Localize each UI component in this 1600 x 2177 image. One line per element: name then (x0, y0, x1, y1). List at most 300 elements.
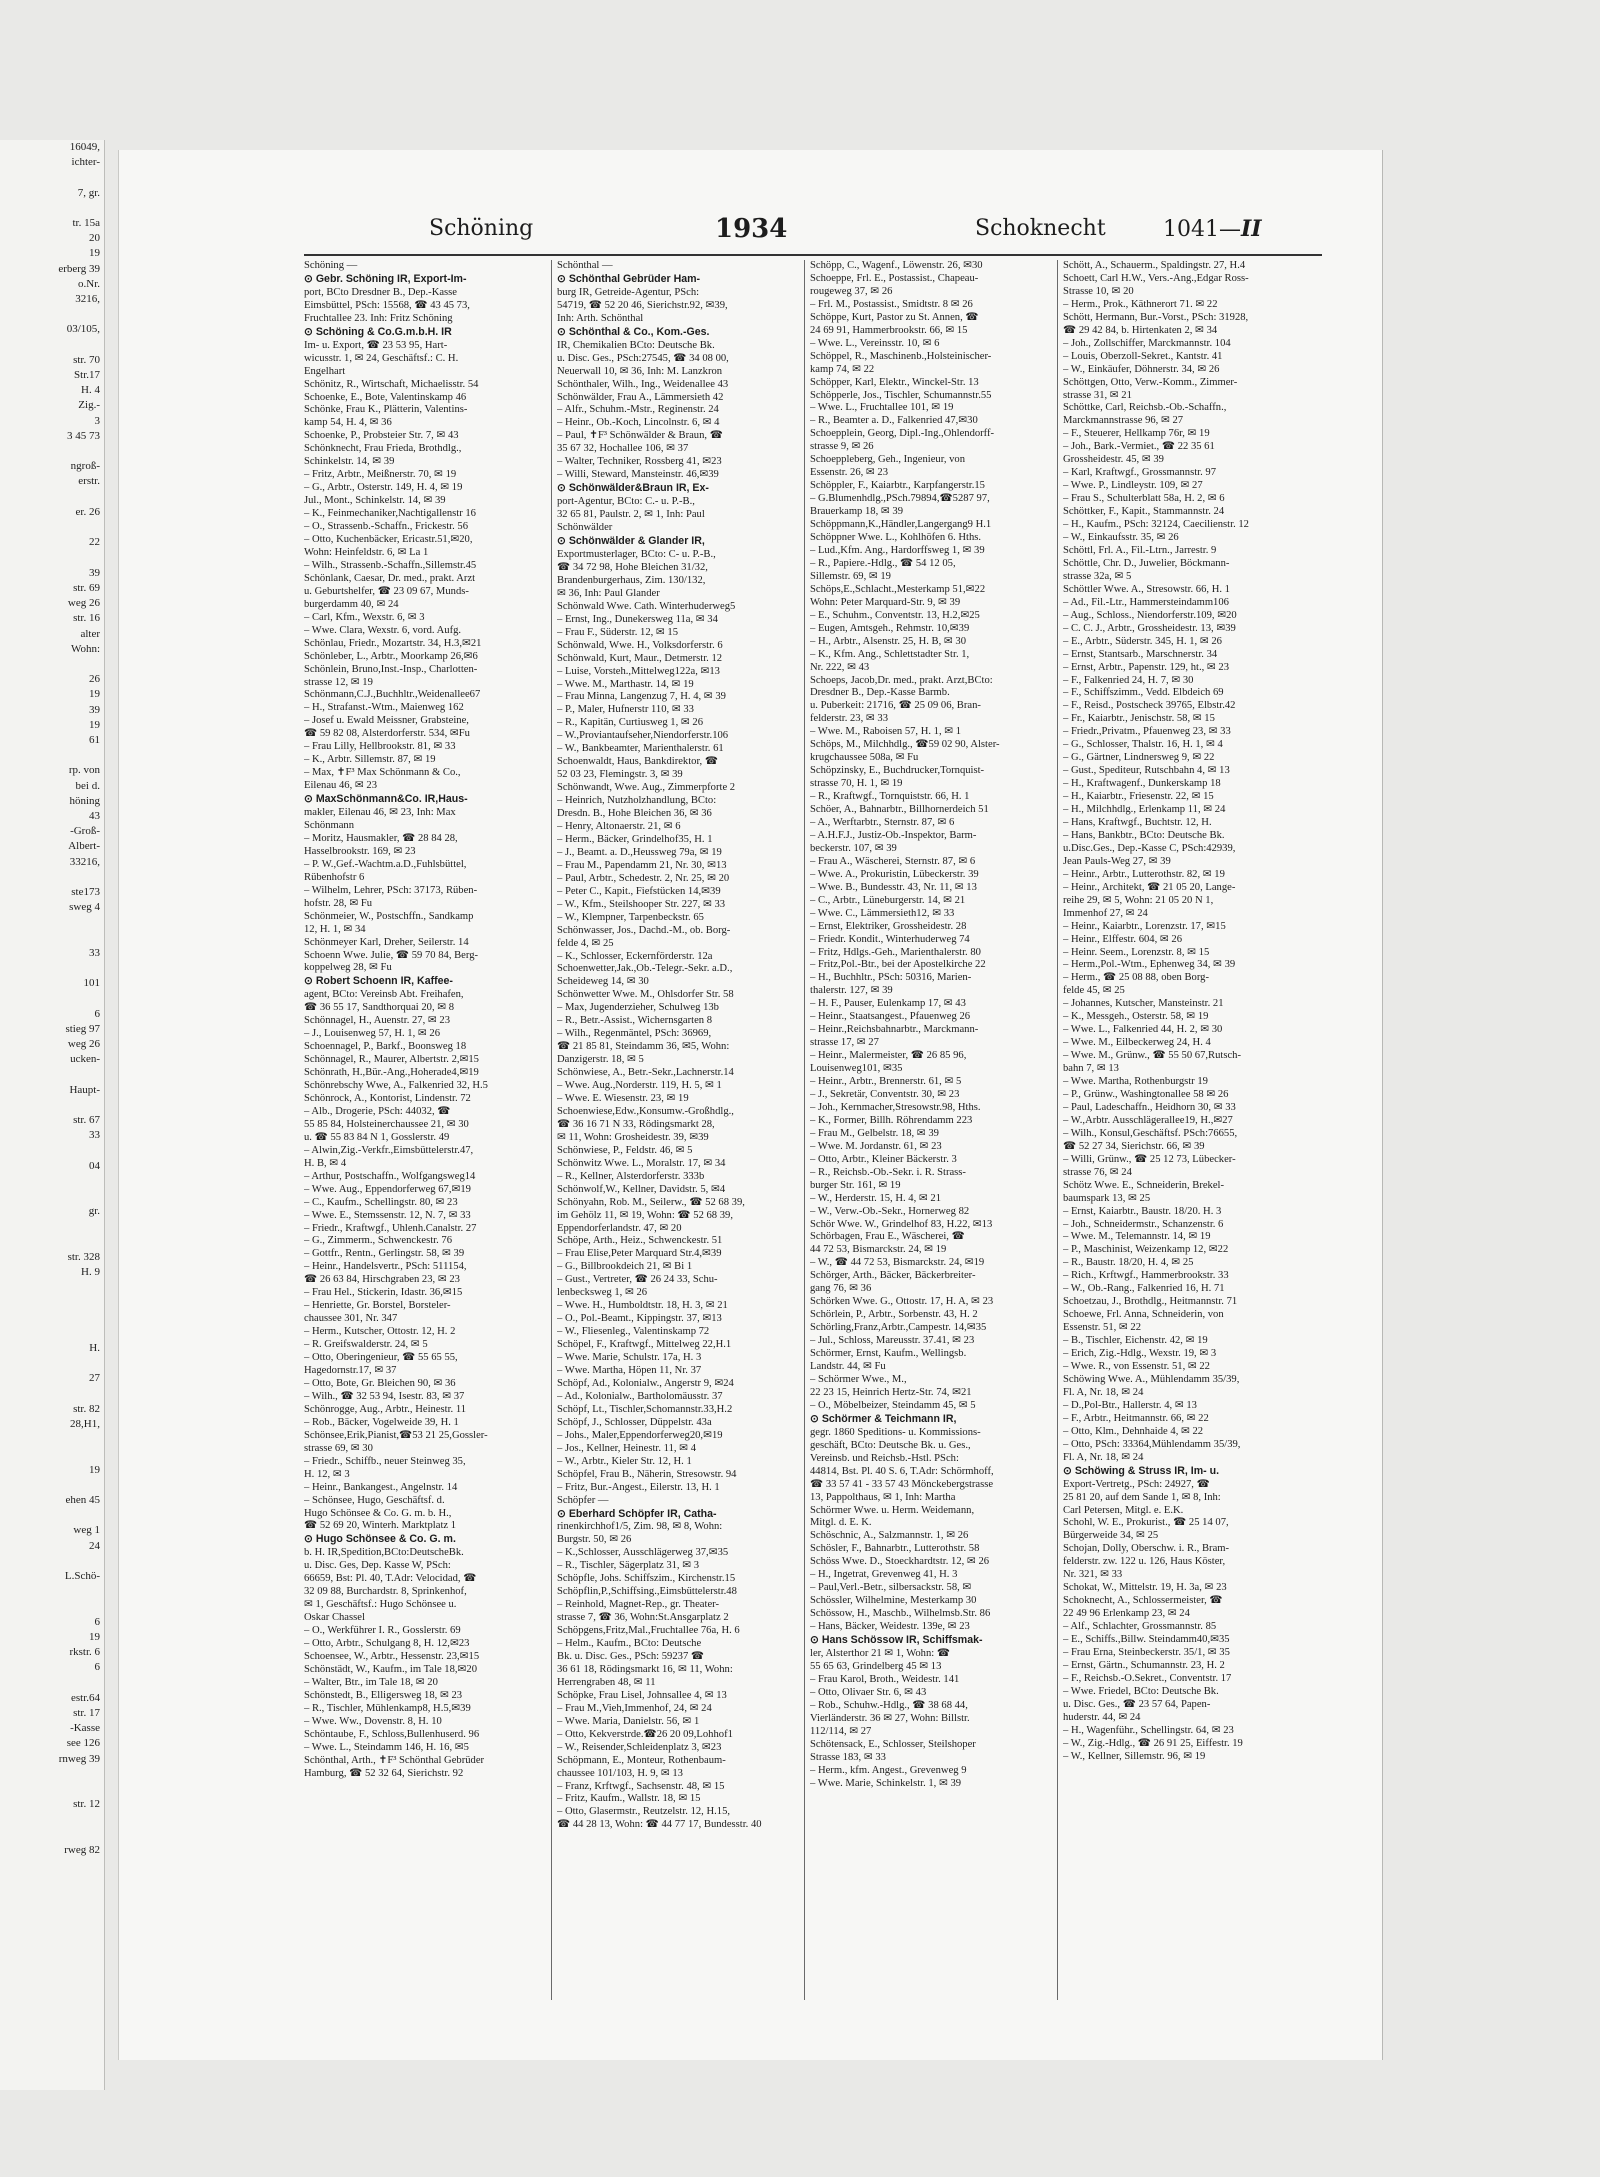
adjacent-page-fragment: 19 (89, 1463, 100, 1476)
directory-entry: – Fritz, Kaufm., Wallstr. 18, ✉ 15 (557, 1793, 701, 1805)
directory-entry: – O., Strassenb.-Schaffn., Frickestr. 56 (304, 521, 468, 533)
directory-entry: Herrengraben 48, ✉ 11 (557, 1676, 656, 1688)
adjacent-page-fragment: Str.17 (74, 369, 100, 382)
column-divider (551, 260, 552, 2000)
directory-entry: Schöpfer — (557, 1494, 609, 1506)
directory-entry: – R., Baustr. 18/20, H. 4, ✉ 25 (1063, 1257, 1194, 1269)
directory-entry: strasse 69, ✉ 30 (304, 1442, 373, 1454)
directory-entry: Mitgl. d. E. K. (810, 1517, 872, 1529)
directory-entry: – C. C. J., Arbtr., Grossheidestr. 13, ✉39 (1063, 622, 1236, 634)
directory-entry: – Joh., Bark.-Vermiet., ☎ 22 35 61 (1063, 441, 1215, 453)
adjacent-page-fragment: 24 (89, 1539, 100, 1552)
adjacent-page-fragment: tr. 15a (72, 217, 100, 230)
adjacent-page-fragment (0, 1143, 100, 1158)
directory-entry: – E., Schiffs.,Billw. Steindamm40,✉35 (1063, 1634, 1230, 1646)
directory-entry: port, BCto Dresdner B., Dep.-Kasse (304, 286, 457, 298)
directory-entry: Schöning — (304, 260, 358, 271)
adjacent-page-fragment: 27 (89, 1372, 100, 1385)
directory-entry: – F., Falkenried 24, H. 7, ✉ 30 (1063, 674, 1194, 686)
directory-entry: – R., Kraftwgf., Tornquiststr. 66, H. 1 (810, 791, 970, 803)
directory-entry: Hugo Schönsee & Co. G. m. b. H., (304, 1507, 452, 1519)
directory-entry: u. Disc. Ges, Dep. Kasse W, PSch: (304, 1560, 451, 1572)
column-divider (804, 260, 805, 2000)
directory-entry: Schöntaube, F., Schloss,Bullenhuserd. 96 (304, 1728, 480, 1740)
directory-entry: kamp 54, H. 4, ✉ 36 (304, 417, 392, 429)
directory-entry: Schöpgens,Fritz,Mal.,Fruchtallee 76a, H. 6 (557, 1625, 740, 1637)
directory-entry: – Eugen, Amtsgeh., Rehmstr. 10,✉39 (810, 622, 970, 634)
directory-entry: – Rich., Krftwgf., Hammerbrookstr. 33 (1063, 1270, 1229, 1282)
adjacent-page-fragment: erberg 39 (58, 262, 100, 275)
adjacent-page-fragment: 61 (89, 733, 100, 746)
directory-entry: Strasse 10, ✉ 20 (1063, 285, 1134, 297)
directory-entry: – R., Tischler, Sägerplatz 31, ✉ 3 (557, 1560, 700, 1572)
directory-entry: Schönrebschy Wwe, A., Falkenried 32, H.5 (304, 1080, 488, 1092)
directory-entry: – Otto, Kuchenbäcker, Ericastr.51,✉20, (304, 534, 473, 546)
directory-entry: Schöttler Wwe. A., Stresowstr. 66, H. 1 (1063, 583, 1230, 595)
directory-entry: – P., Grünw., Washingtonallee 58 ✉ 26 (1063, 1089, 1229, 1100)
directory-entry: – K., Schlosser, Eckernförderstr. 12a (557, 950, 713, 962)
directory-entry: 12, H. 1, ✉ 34 (304, 923, 366, 935)
directory-entry: – Wwe. Aug., Eppendorferweg 67,✉19 (304, 1183, 471, 1195)
directory-entry: – Franz, Krftwgf., Sachsenstr. 48, ✉ 15 (557, 1780, 725, 1792)
directory-entry: – Schönsee, Hugo, Geschäftsf. d. (304, 1494, 445, 1506)
directory-entry: Eppendorferlandstr. 47, ✉ 20 (557, 1222, 682, 1234)
directory-entry: makler, Eilenau 46, ✉ 23, Inh: Max (304, 807, 456, 819)
directory-entry: burgerdamm 40, ✉ 24 (304, 598, 399, 610)
directory-entry: – Reinhold, Magnet-Rep., gr. Theater- (557, 1599, 719, 1611)
directory-entry: – P., Maler, Hufnerstr 110, ✉ 33 (557, 704, 694, 716)
directory-entry: Schönwald Wwe. Cath. Winterhuderweg5 (557, 600, 736, 612)
directory-entry: Schör Wwe. W., Grindelhof 83, H.22, ✉13 (810, 1218, 993, 1230)
directory-entry: – Wwe. H., Humboldtstr. 18, H. 3, ✉ 21 (557, 1300, 728, 1312)
directory-entry: Burgstr. 50, ✉ 26 (557, 1534, 632, 1546)
directory-entry: Hagedornstr.17, ✉ 37 (304, 1365, 397, 1377)
directory-entry: Schörmer Wwe. u. Herm. Weidemann, (810, 1504, 975, 1516)
directory-entry: – W., Fliesenleg., Valentinskamp 72 (557, 1326, 710, 1338)
directory-entry: Carl Petersen, Mitgl. e. E.K. (1063, 1504, 1184, 1516)
directory-entry: Schöpf, Ad., Kolonialw., Angerstr 9, ✉24 (557, 1377, 734, 1389)
directory-entry: – Wwe. Ww., Dovenstr. 8, H. 10 (304, 1715, 442, 1727)
directory-entry: Schöppe, Kurt, Pastor zu St. Annen, ☎ (810, 311, 979, 323)
directory-entry: Louisenweg101, ✉35 (810, 1063, 903, 1075)
directory-entry: ⊙ MaxSchönmann&Co. IR,Haus- (304, 793, 468, 806)
directory-entry: Schönthal — (557, 260, 613, 271)
directory-entry: koppelweg 28, ✉ Fu (304, 962, 392, 974)
directory-entry: Schörger, Arth., Bäcker, Bäckerbreiter- (810, 1270, 976, 1282)
directory-entry: ✉ 1, Geschäftsf.: Hugo Schönsee u. (304, 1599, 457, 1611)
directory-entry: – Fritz, Hdlgs.-Geh., Marienthalerstr. 80 (810, 946, 981, 958)
directory-entry: – Friedr. Kondit., Winterhuderweg 74 (810, 933, 970, 945)
adjacent-page-fragment: rnweg 39 (58, 1752, 100, 1765)
column-divider (1057, 260, 1058, 2000)
directory-entry: Schönmann (304, 819, 355, 831)
directory-entry: – Frau S., Schulterblatt 58a, H. 2, ✉ 6 (1063, 493, 1225, 505)
directory-entry: – K., Messgeh., Osterstr. 58, ✉ 19 (1063, 1011, 1209, 1023)
adjacent-page-fragment: 20 (89, 232, 100, 245)
adjacent-page-fragment: sweg 4 (69, 901, 100, 914)
directory-entry: – Walter, Btr., im Tale 18, ✉ 20 (304, 1676, 438, 1688)
adjacent-page-fragment: estr.64 (70, 1691, 100, 1704)
directory-entry: – Wilh., Strassenb.-Schaffn.,Sillemstr.45 (304, 559, 477, 571)
directory-entry: 66659, Bst: Pl. 40, T.Adr: Velocidad, ☎ (304, 1573, 477, 1585)
directory-entry: Schoensee, W., Arbtr., Hessenstr. 23,✉15 (304, 1650, 480, 1662)
directory-entry: – Hans, Bäcker, Weidestr. 139e, ✉ 23 (810, 1621, 970, 1633)
adjacent-page-fragment: 33216, (69, 855, 100, 868)
adjacent-page-fragment (0, 1387, 100, 1402)
directory-entry: – Jul., Schloss, Mareusstr. 37.41, ✉ 23 (810, 1335, 975, 1347)
directory-entry: ⊙ Hans Schössow IR, Schiffsmak- (810, 1634, 983, 1647)
directory-entry: – Friedr., Kraftwgf., Uhlenh.Canalstr. 27 (304, 1222, 477, 1234)
directory-entry: – Alfr., Schuhm.-Mstr., Reginenstr. 24 (557, 404, 719, 416)
directory-entry: Schinkelstr. 14, ✉ 39 (304, 456, 395, 468)
directory-entry: – H., Milchhdlg., Erlenkamp 11, ✉ 24 (1063, 804, 1226, 816)
directory-entry: felde 45, ✉ 25 (1063, 985, 1125, 997)
adjacent-page-fragment (0, 1432, 100, 1447)
directory-entry: – W.,Proviantaufseher,Niendorferstr.106 (557, 730, 729, 742)
directory-entry: – Wwe. Friedel, BCto: Deutsche Bk. (1063, 1685, 1219, 1697)
directory-entry: – Karl, Kraftwgf., Grossmannstr. 97 (1063, 467, 1216, 479)
directory-entry: ☎ 52 27 34, Sierichstr. 66, ✉ 39 (1063, 1140, 1205, 1152)
directory-entry: – K., Arbtr. Sillemstr. 87, ✉ 19 (304, 754, 436, 766)
directory-entry: gegr. 1860 Speditions- u. Kommissions- (810, 1426, 981, 1438)
directory-entry: – Ad., Fil.-Ltr., Hammersteindamm106 (1063, 596, 1229, 608)
directory-entry: Schönsee,Erik,Pianist,☎53 21 25,Gossler- (304, 1429, 488, 1441)
adjacent-page-fragment (0, 338, 100, 353)
directory-entry: – Wwe. E. Wiesenstr. 23, ✉ 19 (557, 1093, 689, 1104)
directory-entry: – Wwe. L., Vereinsstr. 10, ✉ 6 (810, 337, 940, 349)
directory-entry: Danzigerstr. 18, ✉ 5 (557, 1054, 644, 1066)
directory-entry: – Wwe. R., von Essenstr. 51, ✉ 22 (1063, 1361, 1210, 1373)
directory-entry: – E., Arbtr., Süderstr. 345, H. 1, ✉ 26 (1063, 635, 1222, 647)
directory-entry: lenbecksweg 1, ✉ 26 (557, 1287, 648, 1299)
directory-entry: Schönwetter Wwe. M., Ohlsdorfer Str. 58 (557, 989, 734, 1001)
directory-entry: – Wwe. Aug.,Norderstr. 119, H. 5, ✉ 1 (557, 1080, 722, 1092)
directory-entry: – Luise, Vorsteh.,Mittelweg122a, ✉13 (557, 665, 720, 677)
adjacent-page-fragment: weg 26 (67, 1037, 100, 1050)
directory-entry: – G., Gärtner, Lindnersweg 9, ✉ 22 (1063, 752, 1215, 764)
directory-entry: – Wwe. Martha, Rothenburgstr 19 (1063, 1076, 1208, 1088)
directory-entry: – Wwe. M., Eilbeckerweg 24, H. 4 (1063, 1037, 1211, 1049)
directory-entry: – H., Strafanst.-Wtm., Maienweg 162 (304, 702, 464, 714)
adjacent-page-fragment: str. 12 (73, 1798, 100, 1811)
adjacent-page-fragment: rp. von (68, 764, 100, 777)
directory-entry: Schönrogge, Aug., Arbtr., Heinestr. 11 (304, 1403, 467, 1415)
directory-entry: – Paul, Ladeschaffn., Heidhorn 30, ✉ 33 (1063, 1101, 1236, 1113)
directory-entry: ⊙ Eberhard Schöpfer IR, Catha- (557, 1507, 717, 1520)
directory-entry: ☎ 26 63 84, Hirschgraben 23, ✉ 23 (304, 1274, 460, 1286)
directory-entry: felde 4, ✉ 25 (557, 937, 614, 949)
directory-entry: – Wwe. M. Jordanstr. 61, ✉ 23 (810, 1140, 942, 1152)
directory-entry: – Rob., Bäcker, Vogelweide 39, H. 1 (304, 1416, 459, 1428)
directory-entry: Schönknecht, Frau Frieda, Brothdlg., (304, 443, 462, 455)
directory-columns (304, 260, 1324, 2020)
directory-entry: 36 61 18, Rödingsmarkt 16, ✉ 11, Wohn: (557, 1663, 733, 1675)
directory-entry: Schönthaler, Wilh., Ing., Weidenallee 43 (557, 378, 729, 390)
directory-entry: felderstr. 23, ✉ 33 (810, 713, 889, 725)
directory-entry: Export-Vertretg., PSch: 24927, ☎ (1063, 1478, 1210, 1490)
adjacent-page-fragment: 39 (89, 566, 100, 579)
adjacent-page-fragment (0, 1189, 100, 1204)
column-4 (1063, 260, 1301, 2015)
directory-entry: – W., Reisender,Schleidenplatz 3, ✉23 (557, 1741, 722, 1753)
adjacent-page-fragment (0, 991, 100, 1006)
directory-entry: Schörlein, P., Arbtr., Sorbenstr. 43, H. 2 (810, 1309, 978, 1321)
directory-entry: – H., Arbtr., Alsenstr. 25, H. B, ✉ 30 (810, 635, 967, 647)
directory-entry: Engelhart (304, 365, 346, 377)
directory-entry: – Herm., Bäcker, Grindelhof35, H. 1 (557, 833, 713, 845)
adjacent-page-fragment (0, 201, 100, 216)
directory-entry: – Otto, PSch: 33364,Mühlendamm 35/39, (1063, 1438, 1241, 1450)
directory-entry: – Hans, Kraftwgf., Buchtstr. 12, H. (1063, 816, 1212, 828)
directory-entry: burg IR, Getreide-Agentur, PSch: (557, 286, 700, 298)
directory-entry: Schokat, W., Mittelstr. 19, H. 3a, ✉ 23 (1063, 1582, 1227, 1594)
directory-entry: – Heinr., Kaiarbtr., Lorenzstr. 17, ✉15 (1063, 920, 1226, 932)
directory-entry: ⊙ Schönthal Gebrüder Ham- (557, 272, 701, 285)
directory-entry: beckerstr. 107, ✉ 39 (810, 842, 897, 854)
directory-entry: agent, BCto: Vereinsb Abt. Freihafen, (304, 989, 464, 1001)
adjacent-page-fragment (0, 931, 100, 946)
directory-entry: – Otto, Olivaer Str. 6, ✉ 43 (810, 1686, 927, 1698)
directory-entry: – W., Verw.-Ob.-Sekr., Hornerweg 82 (810, 1205, 970, 1217)
directory-entry: – Ernst, Kaiarbtr., Baustr. 18/20. H. 3 (1063, 1205, 1222, 1217)
directory-entry: Rübenhofstr 6 (304, 871, 365, 883)
directory-entry: 22 49 96 Erlenkamp 23, ✉ 24 (1063, 1608, 1190, 1620)
directory-entry: reihe 29, ✉ 5, Wohn: 21 05 20 N 1, (1063, 894, 1214, 906)
directory-entry: Schönyahn, Rob. M., Seilerw., ☎ 52 68 39, (557, 1196, 745, 1208)
directory-entry: Fl. A, Nr. 18, ✉ 24 (1063, 1386, 1144, 1398)
directory-entry: Strasse 183, ✉ 33 (810, 1751, 886, 1763)
directory-entry: Schönwandt, Wwe. Aug., Zimmerpforte 2 (557, 782, 736, 794)
directory-entry: – G., Arbtr., Osterstr. 149, H. 4, ✉ 19 (304, 482, 463, 494)
directory-entry: – R., Beamter a. D., Falkenried 47,✉30 (810, 415, 978, 427)
directory-entry: – B., Tischler, Eichenstr. 42, ✉ 19 (1063, 1335, 1208, 1347)
adjacent-page-fragment (0, 307, 100, 322)
directory-entry: – F., Schiffszimm., Vedd. Elbdeich 69 (1063, 687, 1224, 699)
directory-entry: – Erich, Zig.-Hdlg., Wexstr. 19, ✉ 3 (1063, 1348, 1217, 1360)
directory-entry: strasse 70, H. 1, ✉ 19 (810, 778, 903, 790)
adjacent-page-fragment: rkstr. 6 (69, 1646, 100, 1659)
directory-entry: H. B, ✉ 4 (304, 1157, 347, 1169)
directory-entry: – Wwe. L., Fruchtallee 101, ✉ 19 (810, 402, 954, 414)
directory-entry: – Arthur, Postschaffn., Wolfgangsweg14 (304, 1170, 476, 1182)
adjacent-page-fragment: str. 70 (73, 353, 100, 366)
adjacent-page-fragment: str. 328 (67, 1250, 100, 1263)
directory-entry: Immenhof 27, ✉ 24 (1063, 907, 1148, 919)
directory-entry: Schoett, Carl H.W., Vers.-Ang.,Edgar Ross- (1063, 272, 1249, 284)
adjacent-page-fragment (0, 1174, 100, 1189)
adjacent-page-fragment: 22 (89, 536, 100, 549)
adjacent-page-fragment (0, 915, 100, 930)
directory-entry: 32 65 81, Paulstr. 2, ✉ 1, Inh: Paul (557, 509, 705, 521)
directory-entry: 35 67 32, Hochallee 106, ✉ 37 (557, 443, 689, 455)
directory-entry: Schoeppleberg, Geh., Ingenieur, von (810, 454, 966, 466)
directory-entry: – Frau Hel., Stickerin, Idastr. 36,✉15 (304, 1287, 463, 1299)
directory-entry: huderstr. 44, ✉ 24 (1063, 1711, 1141, 1723)
directory-entry: ✉ 11, Wohn: Grosheidestr. 39, ✉39 (557, 1131, 709, 1143)
directory-entry: Schötz Wwe. E., Schneiderin, Brekel- (1063, 1179, 1225, 1191)
directory-entry: – Otto, Arbtr., Schulgang 8, H. 12,✉23 (304, 1638, 470, 1650)
directory-entry: – Helm., Kaufm., BCto: Deutsche (557, 1638, 702, 1650)
directory-entry: Bk. u. Disc. Ges., PSch: 59237 ☎ (557, 1650, 705, 1662)
adjacent-page-fragment: 101 (83, 977, 100, 990)
directory-entry: – Herm., Prok., Käthnerort 71. ✉ 22 (1063, 298, 1218, 310)
adjacent-page-fragment: weg 1 (73, 1524, 100, 1537)
directory-entry: Schöps,E.,Schlacht.,Mesterkamp 51,✉22 (810, 583, 986, 595)
directory-entry: thalerstr. 127, ✉ 39 (810, 985, 893, 997)
directory-entry: – Wwe. Marie, Schinkelstr. 1, ✉ 39 (810, 1777, 962, 1789)
directory-entry: Eilenau 46, ✉ 23 (304, 780, 378, 792)
adjacent-page-fragment: 3 (94, 414, 100, 427)
directory-entry: – H., Buchhltr., PSch: 50316, Marien- (810, 972, 972, 984)
column-3 (810, 260, 1048, 2015)
directory-entry: Schojan, Dolly, Oberschw. i. R., Bram- (1063, 1543, 1230, 1555)
directory-entry: – Joh., Schneidermstr., Schanzenstr. 6 (1063, 1218, 1224, 1230)
directory-entry: – Rob., Schuhw.-Hdlg., ☎ 38 68 44, (810, 1699, 968, 1711)
directory-entry: – Herm., kfm. Angest., Grevenweg 9 (810, 1764, 967, 1776)
directory-entry: – O., Möbelbeizer, Steindamm 45, ✉ 5 (810, 1399, 976, 1411)
directory-entry: – Herm., ☎ 25 08 88, oben Borg- (1063, 972, 1209, 984)
adjacent-page-fragment: L.Schö- (64, 1570, 100, 1583)
directory-entry: – Fritz,Pol.-Btr., bei der Apostelkirche 22 (810, 959, 986, 971)
directory-entry: Schöppmann,K.,Händler,Langergang9 H.1 (810, 519, 992, 531)
directory-entry: – Herm., Kutscher, Ottostr. 12, H. 2 (304, 1326, 456, 1338)
directory-entry: – Frau M.,Vieh,Immenhof, 24, ✉ 24 (557, 1702, 712, 1714)
adjacent-page-fragment (0, 1219, 100, 1234)
directory-entry: chaussee 101/103, H. 9, ✉ 13 (557, 1767, 683, 1779)
directory-entry: Schössow, H., Maschb., Wilhelmsb.Str. 86 (810, 1608, 991, 1620)
directory-entry: u. Geburtshelfer, ☎ 23 09 67, Munds- (304, 585, 469, 597)
directory-entry: Schöpfel, Frau B., Näherin, Stresowstr. 94 (557, 1468, 737, 1480)
directory-entry: – Carl, Kfm., Wexstr. 6, ✉ 3 (304, 611, 425, 623)
directory-entry: – Frau Erna, Steinbeckerstr. 35/1, ✉ 35 (1063, 1646, 1230, 1658)
directory-entry: ⊙ Schönthal & Co., Kom.-Ges. (557, 325, 710, 338)
directory-entry: Schöpel, F., Kraftwgf., Mittelweg 22,H.1 (557, 1339, 732, 1351)
adjacent-page-fragment (0, 1311, 100, 1326)
adjacent-page-fragment (0, 170, 100, 185)
directory-entry: – Otto, Klm., Dehnhaide 4, ✉ 22 (1063, 1425, 1204, 1437)
directory-entry: – Joh., Zollschiffer, Marckmannstr. 104 (1063, 337, 1231, 349)
directory-entry: – W., Zig.-Hdlg., ☎ 26 91 25, Eiffestr. 19 (1063, 1737, 1243, 1749)
directory-entry: – R., Reichsb.-Ob.-Sekr. i. R. Strass- (810, 1166, 966, 1178)
directory-entry: – Frau Elise,Peter Marquard Str.4,✉39 (557, 1248, 722, 1260)
directory-entry: – Heinr.,Reichsbahnarbtr., Marckmann- (810, 1024, 979, 1036)
directory-entry: – Wwe. L., Falkenried 44, H. 2, ✉ 30 (1063, 1024, 1223, 1036)
directory-entry: – Johs., Maler,Eppendorferweg20,✉19 (557, 1429, 723, 1441)
adjacent-page-fragment (0, 1478, 100, 1493)
directory-entry: ☎ 44 28 13, Wohn: ☎ 44 77 17, Bundesstr. 40 (557, 1819, 762, 1831)
directory-entry: 54719, ☎ 52 20 46, Sierichstr.92, ✉39, (557, 299, 728, 311)
adjacent-page-fragment (0, 1508, 100, 1523)
header-first-name: Schöning (429, 216, 534, 241)
adjacent-page-fragment: 39 (89, 703, 100, 716)
adjacent-page-fragment: str. 16 (73, 612, 100, 625)
column-2 (557, 260, 795, 2015)
directory-entry: – R. Greifswalderstr. 24, ✉ 5 (304, 1339, 428, 1351)
directory-entry: – Gust., Spediteur, Rutschbahn 4, ✉ 13 (1063, 765, 1230, 777)
directory-entry: – P., Maschinist, Weizenkamp 12, ✉22 (1063, 1244, 1229, 1256)
directory-entry: 112/114, ✉ 27 (810, 1725, 872, 1737)
directory-entry: hofstr. 28, ✉ Fu (304, 897, 373, 909)
directory-entry: – Otto, Oberingenieur, ☎ 55 65 55, (304, 1352, 458, 1364)
directory-entry: ⊙ Schönwälder&Braun IR, Ex- (557, 482, 709, 495)
directory-entry: – Wwe. M., Telemannstr. 14, ✉ 19 (1063, 1231, 1211, 1243)
directory-entry: Schösler, F., Bahnarbtr., Lutterothstr. 58 (810, 1543, 980, 1555)
adjacent-page-fragment (0, 1554, 100, 1569)
adjacent-page-fragment: str. 82 (73, 1402, 100, 1415)
directory-entry: Schönwasser, Jos., Dachd.-M., ob. Borg- (557, 924, 731, 936)
directory-entry: – Wilh., ☎ 32 53 94, Isestr. 83, ✉ 37 (304, 1390, 465, 1402)
directory-page (118, 150, 1383, 2060)
adjacent-page-fragment: Zig.- (78, 399, 100, 412)
directory-entry: – Frl. M., Postassist., Smidtstr. 8 ✉ 26 (810, 298, 973, 310)
directory-entry: Schoepplein, Georg, Dipl.-Ing.,Ohlendorff- (810, 428, 995, 440)
directory-entry: – Wwe. M., Marthastr. 14, ✉ 19 (557, 678, 694, 690)
adjacent-page-fragment (0, 1280, 100, 1295)
adjacent-page-fragment: ngroß- (70, 460, 100, 473)
directory-entry: Jul., Mont., Schinkelstr. 14, ✉ 39 (304, 495, 446, 507)
directory-entry: ☎ 59 82 08, Alsterdorferstr. 534, ✉Fu (304, 728, 470, 740)
directory-entry: Schoetzau, J., Brothdlg., Heitmannstr. 71 (1063, 1296, 1238, 1308)
adjacent-page-fragment: 28,H1, (70, 1418, 100, 1431)
adjacent-page-fragment: 04 (89, 1159, 100, 1172)
directory-entry: – Frau A., Wäscherei, Sternstr. 87, ✉ 6 (810, 855, 976, 867)
adjacent-page-fragment: ucken- (70, 1053, 100, 1066)
adjacent-page-fragment: 6 (94, 1661, 100, 1674)
adjacent-page-fragment (0, 1235, 100, 1250)
directory-entry: strasse 76, ✉ 24 (1063, 1166, 1132, 1178)
directory-entry: – Paul, ✝F³ Schönwälder & Braun, ☎ (557, 430, 723, 442)
directory-entry: Schöppner Wwe. L., Kohlhöfen 6. Hths. (810, 532, 982, 544)
directory-entry: Nr. 222, ✉ 43 (810, 661, 870, 673)
directory-entry: – Otto, Glasermstr., Reutzelstr. 12, H.15, (557, 1806, 731, 1818)
adjacent-page-fragment: 19 (89, 1630, 100, 1643)
directory-entry: – Ernst, Elektriker, Grossheidestr. 28 (810, 920, 967, 932)
directory-entry: – J., Sekretär, Conventstr. 30, ✉ 23 (810, 1089, 960, 1100)
directory-entry: Schöppel, R., Maschinenb.,Holsteinischer- (810, 350, 992, 362)
directory-entry: – K., Former, Billh. Röhrendamm 223 (810, 1114, 973, 1126)
directory-entry: Im- u. Export, ☎ 23 53 95, Hart- (304, 339, 448, 351)
directory-entry: Schoeps, Jacob,Dr. med., prakt. Arzt,BCto: (810, 674, 993, 686)
directory-entry: strasse 12, ✉ 19 (304, 676, 373, 688)
directory-entry: Schoenke, P., Probsteier Str. 7, ✉ 43 (304, 430, 459, 442)
directory-entry: 52 03 23, Flemingstr. 3, ✉ 39 (557, 769, 683, 781)
directory-entry: – Josef u. Ewald Meissner, Grabsteine, (304, 715, 469, 727)
directory-entry: Vereinsb. und Reichsb.-Hstl. PSch: (810, 1452, 959, 1464)
directory-entry: Schönnagel, H., Auenstr. 27, ✉ 23 (304, 1015, 450, 1027)
adjacent-page-fragment: 33 (89, 946, 100, 959)
directory-entry: – W.,Arbtr. Ausschlägerallee19, H.,✉27 (1063, 1114, 1233, 1126)
directory-entry: 55 65 63, Grindelberg 45 ✉ 13 (810, 1660, 942, 1672)
directory-entry: Schöer, A., Bahnarbtr., Billhornerdeich 51 (810, 804, 989, 816)
directory-entry: – Hans, Bankbtr., BCto: Deutsche Bk. (1063, 829, 1225, 841)
adjacent-page-fragment (0, 1447, 100, 1462)
directory-entry: – Louis, Oberzoll-Sekret., Kantstr. 41 (1063, 350, 1223, 362)
directory-entry: – Wwe. Marie, Schulstr. 17a, H. 3 (557, 1352, 702, 1364)
directory-entry: – Otto, Arbtr., Kleiner Bäckerstr. 3 (810, 1153, 957, 1165)
adjacent-page-fragment (0, 1782, 100, 1797)
directory-entry: – Otto, Kekverstrde.☎26 20 09,Lohhof1 (557, 1728, 733, 1740)
directory-entry: wicusstr. 1, ✉ 24, Geschäftsf.: C. H. (304, 352, 459, 364)
directory-entry: – Frau Minna, Langenzug 7, H. 4, ✉ 39 (557, 691, 726, 703)
directory-entry: ⊙ Hugo Schönsee & Co. G. m. (304, 1533, 456, 1546)
directory-entry: – R., Kapitän, Curtiusweg 1, ✉ 26 (557, 717, 703, 729)
directory-entry: – W., Ob.-Rang., Falkenried 16, H. 71 (1063, 1283, 1225, 1295)
directory-entry: Schönwälder, Frau A., Lämmersieth 42 (557, 391, 724, 403)
directory-entry: – R., Tischler, Mühlenkamp8, H.5,✉39 (304, 1702, 471, 1714)
directory-entry: – W., Arbtr., Kieler Str. 12, H. 1 (557, 1455, 692, 1467)
directory-entry: Schohl, W. E., Prokurist., ☎ 25 14 07, (1063, 1517, 1229, 1529)
directory-entry: ⊙ Schöwing & Struss IR, Im- u. (1063, 1464, 1220, 1477)
